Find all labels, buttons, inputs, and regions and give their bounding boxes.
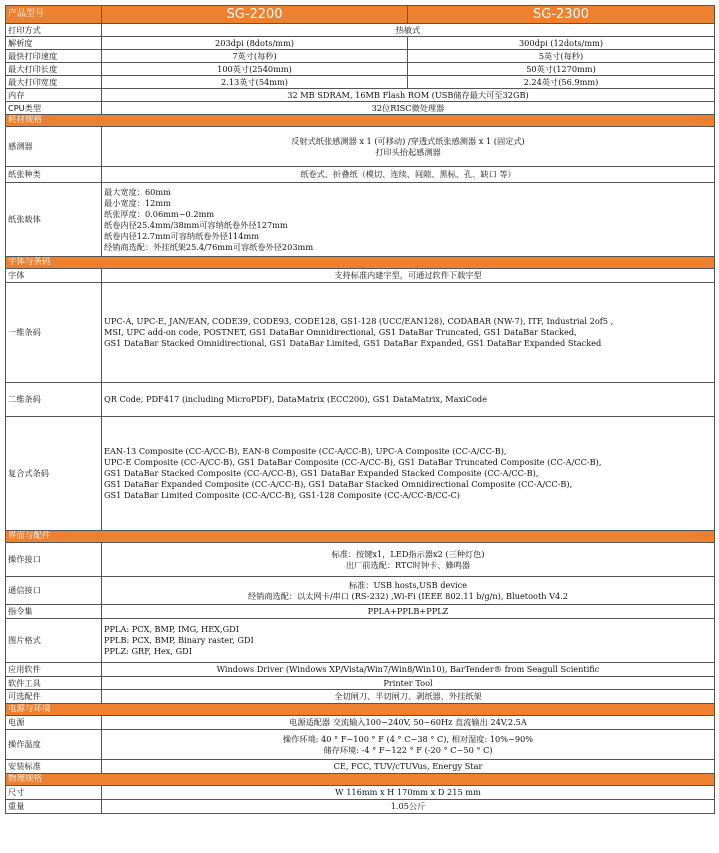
section-media	[6, 115, 715, 127]
row-software	[6, 663, 715, 677]
barcode-1d-line: MSI, UPC add-on code, POSTNET, GS1 DataBar Omnidirectional, GS1 DataBar Truncated, GS1 DataBar Stacked,	[104, 327, 577, 337]
composite-line: GS1 DataBar Expanded Composite (CC-A/CC-B), GS1 DataBar Stacked Omnidirectional Composite (CC-A/CC-B),	[104, 479, 573, 489]
memory-value: 32 MB SDRAM, 16MB Flash ROM (USB储存最大可至32GB)	[102, 89, 715, 102]
operation-label: 操作接口	[6, 543, 102, 577]
resolution-a: 203dpi (8dots/mm)	[102, 37, 408, 50]
options-label: 可选配件	[6, 690, 102, 704]
section-physical	[6, 774, 715, 786]
row-certification	[6, 760, 715, 774]
temperature-line: 操作环境: 40 ° F~100 ° F (4 ° C~38 ° C), 相对湿度: 10%~90%	[282, 733, 534, 744]
tools-value: Printer Tool	[102, 677, 715, 690]
spec-table	[5, 5, 715, 814]
resolution-label: 解析度	[6, 37, 102, 50]
row-size	[6, 786, 715, 800]
communication-line: 经销商选配：以太网卡/串口 (RS-232) ,Wi-Fi (IEEE 802.11 b/g/n), Bluetooth V4.2	[247, 590, 569, 601]
max-length-b: 50英寸(1270mm)	[408, 63, 715, 76]
max-length-label: 最大打印长度	[6, 63, 102, 76]
tools-label: 软件工具	[6, 677, 102, 690]
sensor-line: 反射式纸张感测器 x 1 (可移动) /穿透式纸张感测器 x 1 (固定式)	[291, 135, 525, 146]
row-options	[6, 690, 715, 704]
communication-value	[102, 577, 715, 605]
operation-line: 标准：按键x1，LED指示器x2 (三种灯色)	[331, 548, 485, 559]
operation-value	[102, 543, 715, 577]
sensor-value	[102, 127, 715, 167]
image-format-line: PPLA: PCX, BMP, IMG, HEX,GDI	[104, 624, 239, 634]
power-supply-label: 电源	[6, 716, 102, 730]
max-speed-a: 7英寸(每秒)	[102, 50, 408, 63]
composite-label: 复合式条码	[6, 417, 102, 531]
sensor-label: 感测器	[6, 127, 102, 167]
command-set-value: PPLA+PPLB+PPLZ	[102, 605, 715, 619]
temperature-label: 操作温度	[6, 730, 102, 760]
model-a-title: SG-2200	[102, 6, 408, 24]
paper-type-label: 纸张种类	[6, 167, 102, 183]
paper-carrier-line: 最大宽度：60mm	[104, 186, 171, 197]
row-cpu	[6, 102, 715, 115]
memory-label: 内存	[6, 89, 102, 102]
row-max-speed	[6, 50, 715, 63]
section-font-barcode-title: 字体与条码	[6, 257, 715, 269]
section-font-barcode	[6, 257, 715, 269]
section-media-title: 耗材规格	[6, 115, 715, 127]
section-physical-title: 物理规格	[6, 774, 715, 786]
print-method-value: 热敏式	[102, 24, 715, 37]
paper-carrier-line: 最小宽度：12mm	[104, 197, 171, 208]
certification-label: 安装标准	[6, 760, 102, 774]
row-max-length	[6, 63, 715, 76]
max-width-label: 最大打印宽度	[6, 76, 102, 89]
header-label: 产品型号	[6, 6, 102, 24]
row-max-width	[6, 76, 715, 89]
sensor-line: 打印头抬起感测器	[375, 146, 441, 157]
options-value: 全切闸刀、半切闸刀、剥纸器、外挂纸架	[102, 690, 715, 704]
composite-value	[102, 417, 715, 531]
max-length-a: 100英寸(2540mm)	[102, 63, 408, 76]
row-communication	[6, 577, 715, 605]
barcode-1d-value	[102, 283, 715, 383]
communication-line: 标准：USB hosts,USB device	[348, 579, 468, 590]
row-weight	[6, 800, 715, 814]
composite-line: GS1 DataBar Limited Composite (CC-A/CC-B), GS1-128 Composite (CC-A/CC-B/CC-C)	[104, 490, 460, 500]
row-power-supply	[6, 716, 715, 730]
barcode-1d-line: GS1 DataBar Stacked Omnidirectional, GS1 DataBar Limited, GS1 DataBar Expanded, GS1 DataBar Expanded Stacked	[104, 338, 602, 348]
font-label: 字体	[6, 269, 102, 283]
paper-carrier-line: 纸卷内径12.7mm可容纳纸卷外径114mm	[104, 230, 259, 241]
row-image-format	[6, 619, 715, 663]
header-row	[6, 6, 715, 24]
row-command-set	[6, 605, 715, 619]
composite-line: EAN-13 Composite (CC-A/CC-B), EAN-8 Composite (CC-A/CC-B), UPC-A Composite (CC-A/CC-B),	[104, 446, 507, 456]
row-paper-carrier	[6, 183, 715, 257]
cpu-label: CPU类型	[6, 102, 102, 115]
resolution-b: 300dpi (12dots/mm)	[408, 37, 715, 50]
image-format-value	[102, 619, 715, 663]
row-print-method	[6, 24, 715, 37]
row-temperature	[6, 730, 715, 760]
model-b-title: SG-2300	[408, 6, 715, 24]
max-speed-label: 最快打印速度	[6, 50, 102, 63]
print-method-label: 打印方式	[6, 24, 102, 37]
row-sensor	[6, 127, 715, 167]
row-font	[6, 269, 715, 283]
communication-label: 通信接口	[6, 577, 102, 605]
section-interface-title: 界面与配件	[6, 531, 715, 543]
temperature-line: 储存环境: -4 ° F~122 ° F (-20 ° C~50 ° C)	[323, 744, 493, 755]
paper-carrier-line: 纸张厚度：0.06mm~0.2mm	[104, 208, 215, 219]
temperature-value	[102, 730, 715, 760]
cpu-value: 32位RISC微处理器	[102, 102, 715, 115]
weight-value: 1.05公斤	[102, 800, 715, 814]
row-resolution	[6, 37, 715, 50]
operation-line: 出厂前选配：RTC时钟卡、蜂鸣器	[345, 559, 471, 570]
font-value: 支持标准内建字型，可通过软件下载字型	[102, 269, 715, 283]
row-paper-type	[6, 167, 715, 183]
certification-value: CE, FCC, TUV/cTUVus, Energy Star	[102, 760, 715, 774]
max-speed-b: 5英寸(每秒)	[408, 50, 715, 63]
image-format-line: PPLZ: GRF, Hex, GDI	[104, 646, 192, 656]
max-width-a: 2.13英寸(54mm)	[102, 76, 408, 89]
paper-type-value: 纸卷式、折叠纸（模切、连续、间隙、黑标、孔、缺口 等）	[102, 167, 715, 183]
barcode-1d-line: UPC-A, UPC-E, JAN/EAN, CODE39, CODE93, CODE128, GS1-128 (UCC/EAN128), CODABAR (NW-7), ITF, Industrial 2of5 ,	[104, 316, 614, 326]
composite-line: GS1 DataBar Stacked Composite (CC-A/CC-B), GS1 DataBar Expanded Stacked Composite (CC-A/CC-B),	[104, 468, 539, 478]
paper-carrier-label: 纸张载体	[6, 183, 102, 257]
section-power	[6, 704, 715, 716]
paper-carrier-value	[102, 183, 715, 257]
row-barcode-2d	[6, 383, 715, 417]
power-supply-value: 电源适配器 交流输入100~240V, 50~60Hz 直流输出 24V,2.5A	[102, 716, 715, 730]
max-width-b: 2.24英寸(56.9mm)	[408, 76, 715, 89]
row-tools	[6, 677, 715, 690]
barcode-2d-value: QR Code, PDF417 (including MicroPDF), DataMatrix (ECC200), GS1 DataMatrix, MaxiCode	[102, 383, 715, 417]
weight-label: 重量	[6, 800, 102, 814]
section-power-title: 电源与环境	[6, 704, 715, 716]
row-composite	[6, 417, 715, 531]
image-format-line: PPLB: PCX, BMP, Binary raster, GDI	[104, 635, 254, 645]
row-operation	[6, 543, 715, 577]
paper-carrier-line: 纸卷内径25.4mm/38mm可容纳纸卷外径127mm	[104, 219, 288, 230]
size-label: 尺寸	[6, 786, 102, 800]
row-memory	[6, 89, 715, 102]
paper-carrier-line: 经销商选配：外挂纸架25.4/76mm可容纸卷外径203mm	[104, 241, 314, 252]
command-set-label: 指令集	[6, 605, 102, 619]
size-value: W 116mm x H 170mm x D 215 mm	[102, 786, 715, 800]
software-label: 应用软件	[6, 663, 102, 677]
barcode-2d-label: 二维条码	[6, 383, 102, 417]
section-interface	[6, 531, 715, 543]
image-format-label: 图片格式	[6, 619, 102, 663]
row-barcode-1d	[6, 283, 715, 383]
composite-line: UPC-E Composite (CC-A/CC-B), GS1 DataBar Composite (CC-A/CC-B), GS1 DataBar Truncated Composite (CC-A/CC-B),	[104, 457, 602, 467]
barcode-1d-label: 一维条码	[6, 283, 102, 383]
software-value: Windows Driver (Windows XP/Vista/Win7/Win8/Win10), BarTender® from Seagull Scientific	[102, 663, 715, 677]
